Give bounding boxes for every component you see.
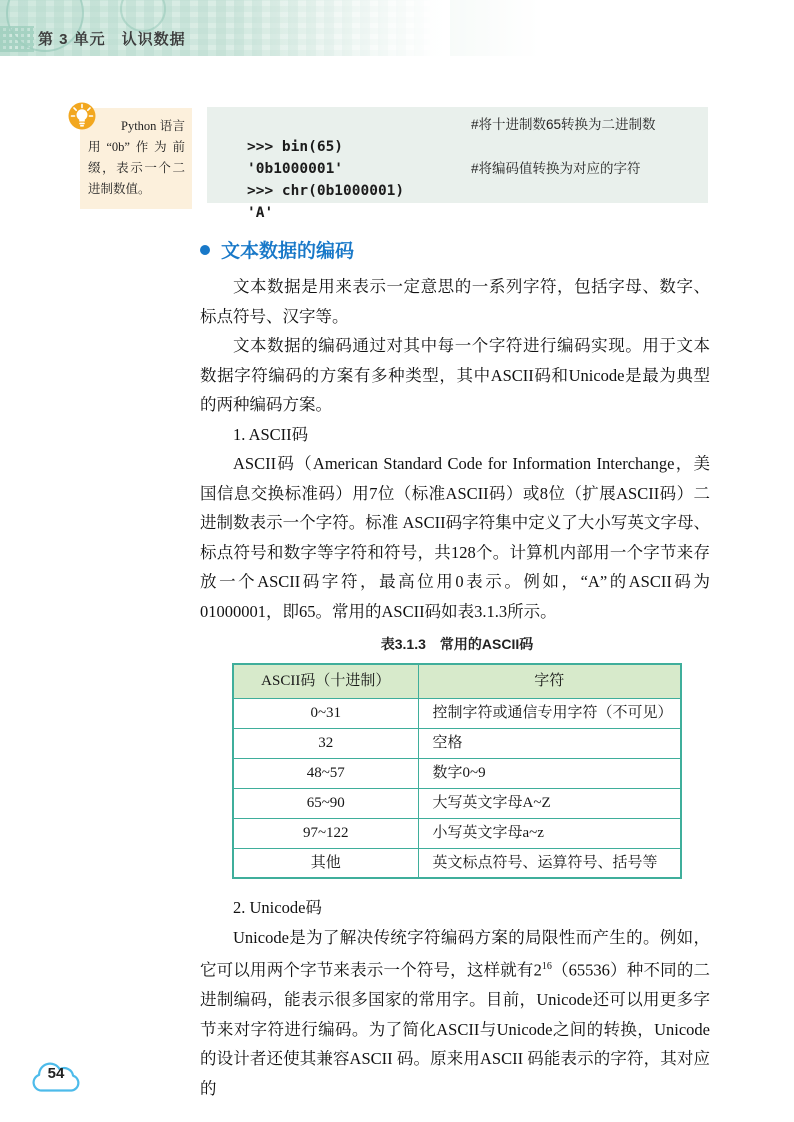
- table-row: [233, 848, 681, 878]
- paragraph-ascii: ASCII码（American Standard Code for Information Interchange，美国信息交换标准码）用7位（标准ASCII码）或8位（扩展ASCII码）二进制数表示一个字符。标准 ASCII码字符集中定义了大小写英文字母、标点符号和数字等字符和符号，共128个。计算机内部用一个字节来存放一个ASCII码字符，最高位用0表示。例如，“A”的ASCII码为01000001，即65。常用的ASCII码如表3.1.3所示。: [200, 454, 710, 621]
- code-line: [223, 158, 708, 199]
- table-cell-char: 英文标点符号、运算符号、括号等: [418, 848, 681, 878]
- table-header-cell: 字符: [418, 664, 681, 698]
- page-number: 54: [47, 1065, 65, 1082]
- ascii-subheading: 1. ASCII码: [233, 424, 309, 444]
- code-line: [223, 180, 708, 221]
- code-text: 'A': [247, 205, 274, 221]
- band-dot-grid-decoration: [0, 26, 34, 52]
- lightbulb-icon: [66, 100, 98, 132]
- table-row: [233, 758, 681, 788]
- table-row: [233, 818, 681, 848]
- bullet-icon: [200, 245, 210, 255]
- section-heading-text: 文本数据的编码: [221, 241, 355, 262]
- table-header-row: [233, 664, 681, 698]
- unicode-text-part1: Unicode是为了解决传统字符编码方案的局限性而产生的。例如，它可以用两个字节来表示一个符号，这样就有2: [200, 927, 710, 980]
- unit-title: 第 3 单元 认识数据: [38, 31, 186, 48]
- table-row: [233, 698, 681, 728]
- table-cell-char: 大写英文字母A~Z: [418, 788, 681, 818]
- code-block: [207, 107, 708, 221]
- table-row: [233, 788, 681, 818]
- paragraph-unicode: [200, 923, 710, 1104]
- table-cell-code: 65~90: [233, 788, 418, 818]
- ascii-table-section: [232, 633, 682, 879]
- unicode-text-part2: （65536）种不同的二进制编码，能表示很多国家的常用字。目前，Unicode还可以用更多字节来对字符进行编码。为了简化ASCII与Unicode之间的转换，Unicode的设计者还使其兼容ASCII 码。原来用ASCII 码能表示的字符，其对应的: [200, 960, 711, 1098]
- table-cell-char: 小写英文字母a~z: [418, 818, 681, 848]
- unicode-subheading: 2. Unicode码: [233, 898, 322, 917]
- code-text: >>> bin(65): [247, 139, 344, 155]
- section-heading: [200, 236, 354, 263]
- table-row: [233, 728, 681, 758]
- table-cell-code: 其他: [233, 848, 418, 878]
- band-fade: [230, 0, 450, 56]
- table-cell-code: 0~31: [233, 698, 418, 728]
- page-number-cloud: [26, 1056, 86, 1098]
- table-cell-char: 控制字符或通信专用字符（不可见）: [418, 698, 681, 728]
- table-header-cell: ASCII码（十进制）: [233, 664, 418, 698]
- table-cell-char: 数字0~9: [418, 758, 681, 788]
- code-text: '0b1000001': [247, 161, 344, 177]
- table-cell-code: 48~57: [233, 758, 418, 788]
- unicode-exponent: 16: [541, 961, 552, 972]
- table-caption: 表3.1.3 常用的ASCII码: [380, 636, 534, 652]
- page-header-band: [0, 0, 794, 56]
- table-cell-code: 97~122: [233, 818, 418, 848]
- body-text: [200, 272, 710, 1103]
- tip-note-text: Python 语言用“0b”作为前缀，表示一个二进制数值。: [88, 119, 185, 196]
- code-text: >>> chr(0b1000001): [247, 183, 405, 199]
- ascii-table: [232, 663, 682, 879]
- code-comment: #将编码值转换为对应的字符: [471, 161, 641, 176]
- code-line: [223, 114, 708, 155]
- paragraph-encoding-schemes: 文本数据的编码通过对其中每一个字符进行编码实现。用于文本数据字符编码的方案有多种类型，其中ASCII码和Unicode是最为典型的两种编码方案。: [200, 336, 710, 414]
- paragraph-intro: 文本数据是用来表示一定意思的一系列字符，包括字母、数字、标点符号、汉字等。: [200, 277, 710, 326]
- table-cell-char: 空格: [418, 728, 681, 758]
- code-comment: #将十进制数65转换为二进制数: [471, 117, 656, 132]
- table-cell-code: 32: [233, 728, 418, 758]
